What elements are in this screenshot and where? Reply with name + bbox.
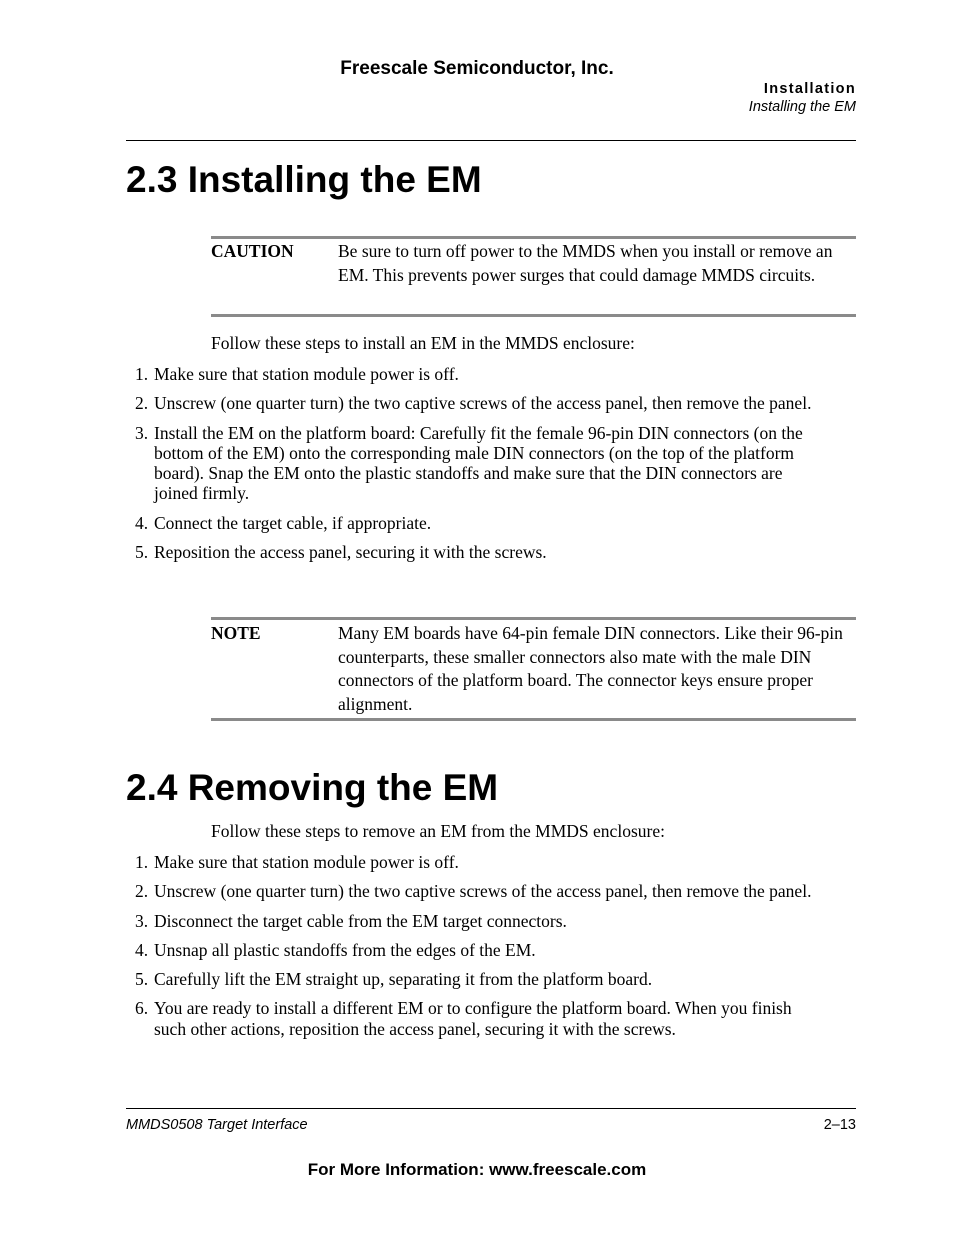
caution-text: Be sure to turn off power to the MMDS when you install or remove an EM. This prevents power surges that could damage MMDS circuits.: [338, 241, 833, 285]
running-header-chapter: Installation: [763, 81, 856, 97]
running-header-section: Installing the EM: [748, 99, 856, 115]
list-item: [127, 513, 827, 533]
footer-rule: [126, 1108, 856, 1109]
footer-doc-title: MMDS0508 Target Interface: [126, 1117, 308, 1133]
step-number: 3.: [135, 422, 149, 443]
list-item: [127, 852, 827, 872]
step-text: Reposition the access panel, securing it with the screws.: [154, 542, 547, 563]
step-number: 5.: [135, 542, 149, 563]
vendor-name: Freescale Semiconductor, Inc.: [340, 58, 614, 79]
list-item: [127, 998, 827, 1039]
running-header: [749, 80, 856, 116]
step-text: Disconnect the target cable from the EM target connectors.: [154, 910, 567, 931]
caution-label: CAUTION: [211, 241, 294, 261]
step-number: 2.: [135, 393, 149, 414]
caution-box: [211, 236, 856, 317]
list-item: [127, 940, 827, 960]
more-info-link[interactable]: For More Information: www.freescale.com: [307, 1160, 647, 1179]
footer-page-number: 2–13: [823, 1117, 856, 1133]
list-item: [127, 881, 827, 901]
note-label: NOTE: [211, 623, 261, 643]
step-number: 5.: [135, 969, 149, 990]
step-text: Install the EM on the platform board: Carefully fit the female 96-pin DIN connectors (on the bottom of the EM) onto the corresponding male DIN connectors (on the top of the platform board). Snap the EM onto the plastic standoffs and make sure that the DIN connectors are joined firmly.: [154, 422, 803, 504]
section-title-removing: 2.4 Removing the EM: [126, 767, 499, 808]
step-text: Make sure that station module power is off.: [154, 364, 459, 384]
remove-steps-list: [127, 852, 827, 1048]
step-number: 2.: [135, 881, 149, 902]
list-item: [127, 393, 827, 413]
step-number: 3.: [135, 910, 149, 931]
list-item: [127, 423, 827, 504]
list-item: [127, 542, 827, 562]
install-intro: Follow these steps to install an EM in the MMDS enclosure:: [211, 333, 635, 353]
header-rule: [126, 140, 856, 141]
step-number: 4.: [135, 939, 149, 960]
step-number: 1.: [135, 852, 149, 872]
install-steps-list: [127, 364, 827, 571]
step-text: Unscrew (one quarter turn) the two captive screws of the access panel, then remove the panel.: [154, 881, 812, 902]
note-text: Many EM boards have 64-pin female DIN connectors. Like their 96-pin counterparts, these smaller connectors also mate with the male DIN connectors of the platform board. The connector keys ensure proper alignment.: [338, 623, 843, 714]
step-number: 6.: [135, 998, 149, 1019]
step-text: Carefully lift the EM straight up, separating it from the platform board.: [154, 969, 653, 990]
step-number: 1.: [135, 364, 149, 384]
step-text: Unscrew (one quarter turn) the two captive screws of the access panel, then remove the panel.: [154, 393, 812, 414]
step-text: Unsnap all plastic standoffs from the edges of the EM.: [154, 939, 536, 960]
step-number: 4.: [135, 512, 149, 533]
note-box: [211, 617, 856, 721]
step-text: Make sure that station module power is off.: [154, 852, 459, 872]
list-item: [127, 969, 827, 989]
list-item: [127, 911, 827, 931]
section-title-installing: 2.3 Installing the EM: [126, 159, 482, 200]
remove-intro: Follow these steps to remove an EM from the MMDS enclosure:: [211, 821, 665, 841]
list-item: [127, 364, 827, 384]
step-text: You are ready to install a different EM or to configure the platform board. When you finish such other actions, reposition the access panel, securing it with the screws.: [154, 998, 792, 1039]
step-text: Connect the target cable, if appropriate.: [154, 512, 432, 533]
